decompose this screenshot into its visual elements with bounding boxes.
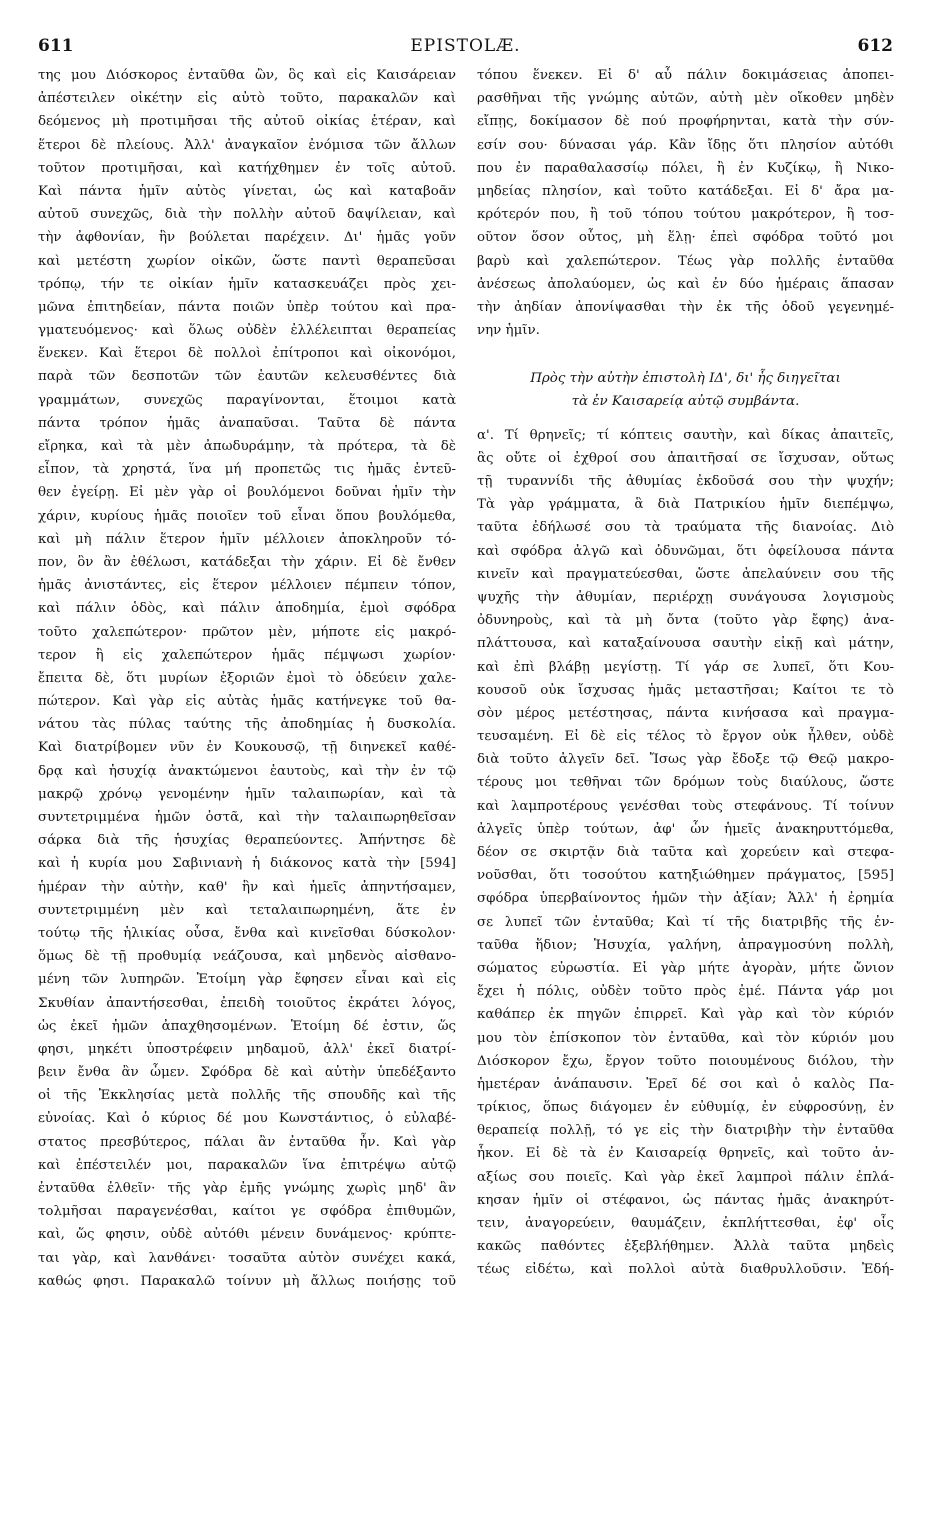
text-line: της μου Διόσκορος ἐνταῦθα ὢν, ὃς καὶ εἰς Καισάρειαν bbox=[38, 68, 456, 83]
text-line: σάρκα διὰ τῆς ἡσυχίας θεραπεύοντες. Ἀπήντησε δὲ bbox=[38, 833, 456, 849]
text-line: Σκυθίαν ἀπαντήσεσθαι, ἐπειδὴ τοιοῦτος ἐκράτει λόγος, bbox=[38, 995, 456, 1011]
text-line: δέον σε σκιρτᾷν διὰ ταῦτα καὶ χορεύειν καὶ στεφα- bbox=[477, 845, 894, 860]
text-line: νοῦσθαι, ὅτι τοσούτου κατηξιώθημεν πράγματος, [595] bbox=[477, 868, 894, 884]
text-line: ἔχει ἡ πόλις, οὐδὲν τοῦτο πρὸς ἐμέ. Πάντα γάρ μοι bbox=[477, 984, 894, 1000]
text-line: συντετριμμένα ἡμῶν ὀστᾶ, καὶ τὴν ταλαιπωρηθεῖσαν bbox=[38, 810, 456, 825]
text-line: βειν ἔνθα ἂν ὦμεν. Σφόδρα δὲ καὶ αὐτὴν ὑπεδέξαντο bbox=[38, 1065, 456, 1081]
text-line: καὶ ἡ κυρία μου Σαβινιανὴ ἡ διάκονος κατὰ τὴν [594] bbox=[38, 856, 456, 872]
text-line: σφόδρα ὑπερβαίνοντος ἡμῶν τὴν ἀξίαν; Ἀλλ' ἡ ἐρημία bbox=[477, 891, 894, 907]
text-line: ἃς οὔτε οἱ ἐχθροί σου ἀπαιτῆσαί σε ἴσχυσαν, οὕτως bbox=[477, 450, 894, 466]
text-line: Πρὸς τὴν αὐτὴν ἐπιστολὴ ΙΔ', δι' ἧς διηγεῖται bbox=[530, 371, 841, 387]
text-line: πον, ὃν ἂν ἐθέλωσι, κατάδεξαι τὴν χάριν. Εἰ δὲ ἔνθεν bbox=[38, 554, 456, 570]
text-line: α'. Τί θρηνεῖς; τί κόπτεις σαυτὴν, καὶ δίκας ἀπαιτεῖς, bbox=[477, 427, 894, 443]
text-line: καθώς φησι. Παρακαλῶ τοίνυν μὴ ἄλλως ποιήσῃς τοῦ bbox=[38, 1273, 456, 1289]
text-line: θεραπείᾳ πολλῇ, τό γε εἰς τὴν διατριβὴν τὴν ἐνταῦθα bbox=[477, 1123, 894, 1139]
text-line: καθάπερ ἐκ πηγῶν ἐπιρρεῖ. Καὶ γὰρ καὶ τὸν κύριόν bbox=[477, 1007, 894, 1023]
text-line: ὡς ἐκεῖ ἡμῶν ἀπαχθησομένων. Ἑτοίμη δέ ἐστιν, ὥς bbox=[38, 1018, 456, 1034]
text-line: τερον ἢ εἰς χαλεπώτερον ἡμᾶς πέμψωσι χωρίον· bbox=[38, 647, 456, 663]
text-line: εἴπῃς, δοκίμασον δὲ πού προφήρηνται, κατὰ τὴν σύν- bbox=[477, 114, 894, 130]
text-line: τρίκιος, ὅπως διάγομεν ἐν εὐθυμίᾳ, ἐν εὐφροσύνῃ, ἐν bbox=[477, 1100, 894, 1116]
text-line: εἴρηκα, καὶ τὰ μὲν ἀπωδυράμην, τὰ πρότερα, τὰ δὲ bbox=[38, 439, 456, 454]
text-line: κακῶς παθόντες ἐξεβλήθημεν. Ἀλλὰ ταῦτα μηδεὶς bbox=[477, 1239, 894, 1255]
text-line: εὐνοίας. Καὶ ὁ κύριος δέ μου Κωνστάντιος, ὁ εὐλαβέ- bbox=[38, 1111, 456, 1127]
text-line: κρότερόν που, ἢ τοῦ τόπου τούτου μακρότερον, ἢ τοσ- bbox=[477, 207, 894, 223]
text-line: ἀπέστειλεν οἰκέτην εἰς αὐτὸ τοῦτο, παρακαλῶν καὶ bbox=[38, 91, 456, 107]
text-line: ρασθῆναι τῆς γνώμης αὐτῶν, αὐτὴ μὲν οἴκοθεν μηδὲν bbox=[477, 91, 894, 107]
text-line: στατος πρεσβύτερος, πάλαι ἂν ἐνταῦθα ἦν. Καὶ γὰρ bbox=[38, 1134, 456, 1150]
text-line: Καὶ πάντα ἡμῖν αὐτὸς γίνεται, ὡς καὶ καταβοᾶν bbox=[38, 183, 456, 199]
text-line: μου τὸν ἐπίσκοπον τὸν ἐνταῦθα, καὶ τὸν κύριόν μου bbox=[477, 1030, 894, 1046]
text-line: ἡμέραν τὴν αὐτὴν, καθ' ἣν καὶ ἡμεῖς ἀπηντήσαμεν, bbox=[38, 879, 456, 895]
text-line: παρὰ τῶν δεσποτῶν τῶν ἑαυτῶν κελευσθέντες διὰ bbox=[38, 369, 456, 385]
text-line: που ἐν παραθαλασσίῳ πόλει, ἢ ἐν Κυζίκῳ, ἢ Νικο- bbox=[477, 160, 894, 176]
section-gap bbox=[477, 342, 894, 367]
text-line: χάριν, κυρίους ἡμᾶς ποιοῖεν τοῦ εἶναι ὅπου βουλόμεθα, bbox=[38, 508, 456, 524]
text-line: γματευόμενος· καὶ ὅλως οὐδὲν ἐλλέλειπται θεραπείας bbox=[38, 323, 456, 339]
page-number-left: 611 bbox=[38, 36, 74, 56]
text-line: ἔπειτα δὲ, ὅτι μυρίων ἐξοριῶν ἐμοὶ τὸ ὁδεύειν χαλε- bbox=[38, 670, 456, 686]
text-line: εσίν σου· δύνασαι γάρ. Κἂν ἴδῃς ὅτι πλησίον αὐτόθι bbox=[477, 137, 894, 153]
text-line: ἕτεροι δὲ πλείους. Ἀλλ' ἀναγκαῖον ἐνόμισα τῶν ἄλλων bbox=[38, 137, 456, 153]
text-line: τέως εἰδέτω, καὶ πολλοὶ αὐτὰ διαθρυλλοῦσιν. Ἐδή- bbox=[477, 1262, 894, 1278]
text-line: ὅμως δὲ τῇ προθυμίᾳ νεάζουσα, καὶ μηδενὸς αἰσθανο- bbox=[38, 949, 456, 965]
text-line: γραμμάτων, συνεχῶς παραγίνονται, ἕτοιμοι κατὰ bbox=[38, 392, 456, 408]
text-line: ἡμᾶς ἀνιστάντες, εἰς ἕτερον μέλλοιεν πέμπειν τόπον, bbox=[38, 578, 456, 594]
text-line: μένη τῶν λυπηρῶν. Ἑτοίμη γὰρ ἔφησεν εἶναι καὶ εἰς bbox=[38, 972, 456, 988]
text-line: ταῦτα ἐδήλωσέ σου τὰ τραύματα τῆς διανοίας. Διὸ bbox=[477, 520, 894, 536]
text-line: τὴν ἀφθονίαν, ἣν βούλεται παρέχειν. Δι' ἡμᾶς γοῦν bbox=[38, 230, 456, 246]
text-line: διὰ τοῦτο ἀλγεῖν δεῖ. Ἴσως γὰρ ἔδοξε τῷ Θεῷ μακρο- bbox=[477, 752, 894, 768]
text-line: τρόπῳ, τήν τε οἰκίαν ἡμῖν κατασκευάζει πρὸς χει- bbox=[38, 276, 456, 292]
page-header bbox=[38, 36, 893, 62]
text-line: τὰ ἐν Καισαρείᾳ αὐτῷ συμβάντα. bbox=[571, 394, 800, 410]
text-line: καὶ, ὥς φησιν, οὐδὲ αὐτόθι μένειν δυνάμενος· κρύπτε- bbox=[38, 1227, 456, 1243]
heading-gap bbox=[477, 414, 894, 424]
text-line: οῦτον ὅσον οὗτος, μὴ ἕλῃ· ἐπεὶ σφόδρα τοῦτό μοι bbox=[477, 230, 894, 246]
text-line: φησι, μηκέτι ὑποστρέφειν μηδαμοῦ, ἀλλ' ἐκεῖ διατρί- bbox=[38, 1041, 456, 1057]
text-line: ται γὰρ, καὶ λανθάνει· τοσαῦτα αὐτὸν συνέχει κακά, bbox=[38, 1250, 456, 1266]
text-line: ταῦθα ἥδιον; Ἡσυχία, γαλήνη, ἀπραγμοσύνη πολλὴ, bbox=[477, 937, 894, 953]
text-line: σὸν μέρος μετέστησας, πάντα κινήσασα καὶ πραγμα- bbox=[477, 705, 894, 721]
text-line: κησαν ἡμῖν οἱ στέφανοι, ὡς πάντας ἡμᾶς ἀνακηρύτ- bbox=[477, 1192, 894, 1208]
text-line: Τὰ γὰρ γράμματα, ἃ διὰ Πατρικίου ἡμῖν διεπέμψω, bbox=[477, 497, 894, 513]
text-line: πώτερον. Καὶ γὰρ εἰς αὐτὰς ἡμᾶς κατήνεγκε τοῦ θα- bbox=[38, 694, 456, 710]
letter-body bbox=[477, 424, 894, 1282]
text-line: βαρὺ καὶ χαλεπώτερον. Τέως γὰρ πολλῆς ἐνταῦθα bbox=[477, 253, 894, 269]
text-line: ἀνέσεως ἀπολαύομεν, ὡς καὶ ἐν δύο ἡμέραις ἅπασαν bbox=[477, 276, 894, 292]
text-line: καὶ ἐπὶ βλάβῃ μεγίστῃ. Τί γάρ σε λυπεῖ, ὅτι Κου- bbox=[477, 659, 894, 675]
text-line: μηδείας πλησίον, καὶ τοῦτο κατάδεξαι. Εἰ δ' ἄρα μα- bbox=[477, 183, 894, 199]
text-line: ἡμετέραν ἀνάπαυσιν. Ἐρεῖ δέ σοι καὶ ὁ καλὸς Πα- bbox=[477, 1076, 894, 1092]
text-line: τοῦτο χαλεπώτερον· πρῶτον μὲν, μήποτε εἰς μακρό- bbox=[38, 624, 456, 640]
text-line: τευσαμένη. Εἰ δὲ εἰς τέλος τὸ ἔργον οὐκ ἦλθεν, οὐδὲ bbox=[477, 729, 894, 745]
page-number-right: 612 bbox=[857, 36, 893, 56]
text-line: τολμῆσαι παραγενέσθαι, καίτοι γε σφόδρα ἐπιθυμῶν, bbox=[38, 1204, 456, 1220]
text-line: νάτου τὰς πύλας ταύτης τῆς ἀποδημίας ἡ δυσκολία. bbox=[38, 717, 456, 733]
text-line: καὶ σφόδρα ἀλγῶ καὶ ὀδυνῶμαι, ὅτι ὀφείλουσα πάντα bbox=[477, 543, 894, 559]
text-line: δεόμενος μὴ προτιμῆσαι τῆς αὐτοῦ οἰκίας ἑτέραν, καὶ bbox=[38, 114, 456, 130]
text-line: καὶ λαμπροτέρους γενέσθαι τοὺς στεφάνους. Τί τοίνυν bbox=[477, 798, 894, 814]
text-line: ὀδυνηροὺς, καὶ τὰ μὴ ὄντα (τοῦτο γὰρ ἔφης) ἀνα- bbox=[477, 613, 894, 629]
text-line: κινεῖν καὶ πραγματεύεσθαι, ὥστε ἀπελαύνειν σου τῆς bbox=[477, 566, 894, 582]
text-line: ἕνεκεν. Καὶ ἕτεροι δὲ πολλοὶ ἐπίτροποι καὶ οἰκονόμοι, bbox=[38, 346, 456, 362]
text-line: καὶ ἐπέστειλέν μοι, παρακαλῶν ἵνα ἐπιτρέψω αὐτῷ bbox=[38, 1157, 456, 1173]
text-line: τοῦτον προτιμῆσαι, καὶ κατήχθημεν ἐν τοῖς αὐτοῦ. bbox=[38, 160, 456, 176]
text-line: θεν ἐγείρῃ. Εἰ μὲν γὰρ οἱ βουλόμενοι δοῦναι ἡμῖν τὴν bbox=[38, 485, 456, 501]
text-line: τειν, ἀναγορεύειν, θαυμάζειν, ἐκπλήττεσθαι, ἐφ' οἷς bbox=[477, 1216, 894, 1231]
text-line: Διόσκορον ἔχω, ἔργον τοῦτο ποιουμένους διόλου, τὴν bbox=[477, 1053, 894, 1069]
text-line: σε λυπεῖ τῶν ἐνταῦθα; Καὶ τί τῆς διατριβῆς τῆς ἐν- bbox=[477, 914, 894, 930]
text-line: οἱ τῆς Ἐκκλησίας μετὰ πολλῆς τῆς σπουδῆς καὶ τῆς bbox=[38, 1088, 456, 1104]
text-line: νην ἡμῖν. bbox=[477, 323, 540, 339]
text-line: καὶ μὴ πάλιν ἕτερον ἡμῖν μέλλοιεν ἀποκληροῦν τό- bbox=[38, 531, 456, 547]
text-line: τούτῳ τῆς ἡλικίας οὖσα, ἔνθα καὶ κινεῖσθαι δύσκολον· bbox=[38, 925, 456, 941]
letter-heading bbox=[477, 367, 894, 413]
text-line: τόπου ἕνεκεν. Εἰ δ' αὖ πάλιν δοκιμάσειας ἀποπει- bbox=[477, 68, 894, 83]
text-line: αὐτοῦ συνεχῶς, διὰ τὴν πολλὴν αὐτοῦ δαψίλειαν, καὶ bbox=[38, 207, 456, 223]
running-title: EPISTOLÆ. bbox=[410, 36, 521, 56]
text-line: συντετριμμένη μὲν καὶ τεταλαιπωρημένη, ἅτε ἐν bbox=[38, 902, 456, 918]
text-line: τὴν ἀηδίαν ἀπονίψασθαι τὴν ἐκ τῆς ὁδοῦ γεγενημέ- bbox=[477, 299, 894, 315]
text-line: εἶπον, τὰ χρηστά, ἵνα μή προπετῶς τις ἡμᾶς ἐντεῦ- bbox=[38, 462, 456, 478]
text-line: πλάττουσα, καὶ καταξαίνουσα σαυτὴν εἰκῇ καὶ μάτην, bbox=[477, 636, 894, 652]
text-line: μῶνα ἐπιτηδείαν, πάντα ποιῶν ὑπὲρ τούτου καὶ πρα- bbox=[38, 299, 456, 315]
text-line: Καὶ διατρίβομεν νῦν ἐν Κουκουσῷ, τῇ διηνεκεῖ καθέ- bbox=[38, 740, 456, 756]
text-line: κουσοῦ οὐκ ἴσχυσας ἡμᾶς μεταστῆσαι; Καίτοι τε τὸ bbox=[477, 682, 894, 698]
text-line: καὶ μετέστη χωρίον οἰκῶν, ὥστε παντὶ θεραπεῦσαι bbox=[38, 253, 456, 269]
text-line: ἧκον. Εἰ δὲ τὰ ἐν Καισαρείᾳ θρηνεῖς, καὶ τοῦτο ἀν- bbox=[477, 1146, 894, 1162]
text-line: αξίως σου ποιεῖς. Καὶ γὰρ ἐκεῖ λαμπροὶ πάλιν ἐπλά- bbox=[477, 1169, 894, 1185]
text-line: τῇ τυραννίδι τῆς ἀθυμίας ἐκδοῦσά σου τὴν ψυχήν; bbox=[477, 474, 894, 489]
text-line: ψυχῆς τὴν ἀθυμίαν, περιέρχῃ συνάγουσα λογισμοὺς bbox=[477, 589, 894, 605]
text-line: πάντα τρόπον ἡμᾶς ἀναπαῦσαι. Ταῦτα δὲ πάντα bbox=[38, 415, 456, 431]
text-line: τέρους μοι τεθῆναι τῶν δρόμων τοὺς διαύλους, ὥστε bbox=[477, 775, 894, 791]
text-line: ἐνταῦθα ἐλθεῖν· τῆς γὰρ ἐμῆς γνώμης χωρὶς μηδ' ἂν bbox=[38, 1181, 456, 1196]
text-line: σώματος εὐρωστία. Εἰ γὰρ μήτε ἀγορὰν, μήτε ὤνιον bbox=[477, 960, 894, 976]
right-column bbox=[477, 64, 894, 1282]
text-line: καὶ πάλιν ὁδὸς, καὶ πάλιν ἀποδημία, ἐμοὶ σφόδρα bbox=[38, 601, 456, 617]
right-column-continuation bbox=[477, 64, 894, 342]
left-column bbox=[38, 64, 456, 1293]
text-line: ἀλγεῖς ὑπὲρ τούτων, ἀφ' ὧν ἡμεῖς ἀνακηρυττόμεθα, bbox=[477, 821, 894, 837]
text-line: δρᾳ καὶ ἡσυχίᾳ ἀνακτώμενοι ἑαυτοὺς, καὶ τὴν ἐν τῷ bbox=[38, 763, 456, 779]
text-line: μακρῷ χρόνῳ γενομένην ἡμῖν ταλαιπωρίαν, καὶ τὰ bbox=[38, 786, 456, 802]
